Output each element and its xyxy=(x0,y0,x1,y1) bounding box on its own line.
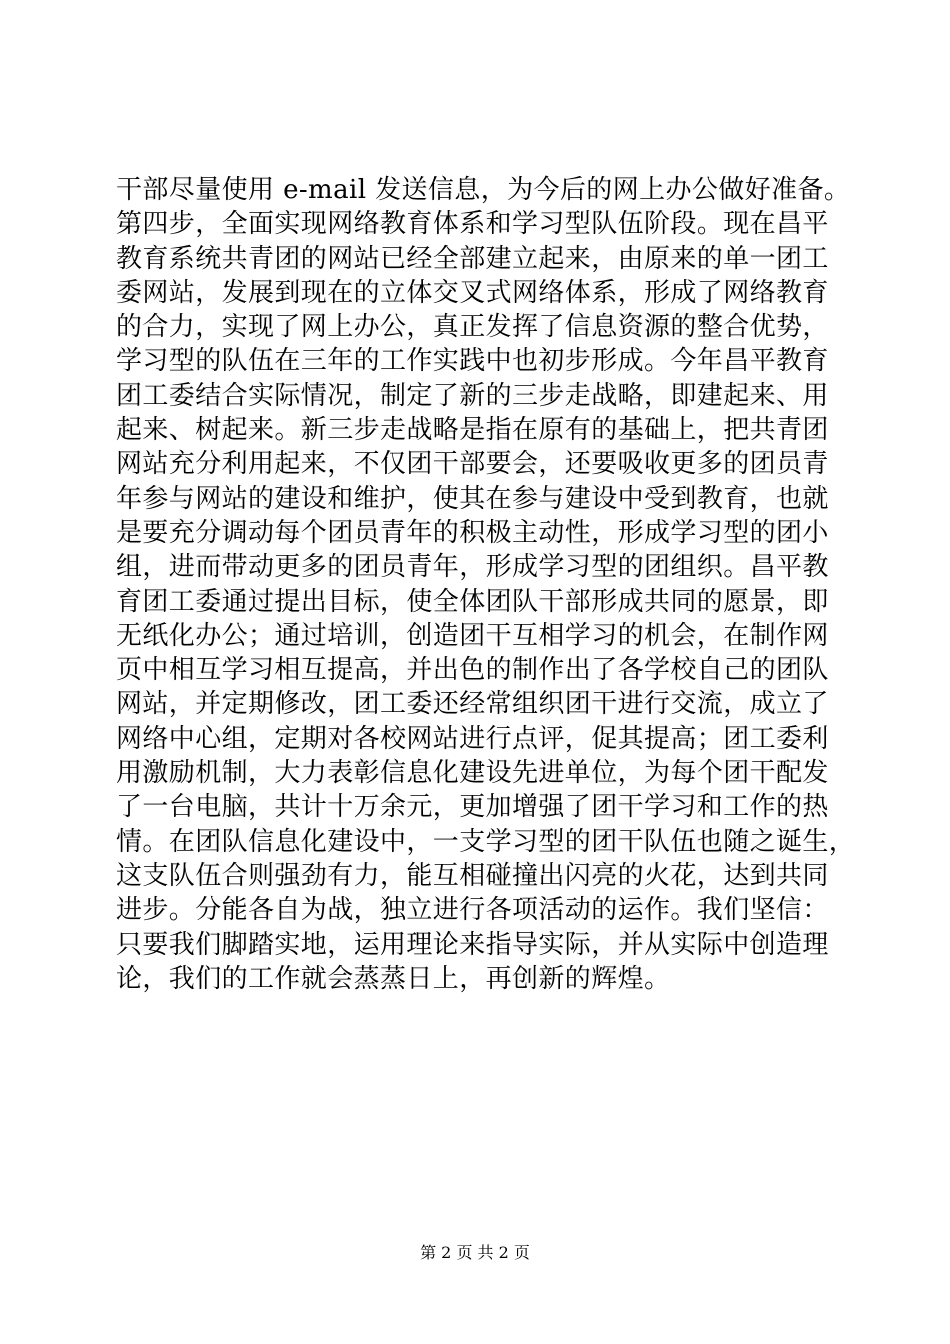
text-line: 教育系统共青团的网站已经全部建立起来，由原来的单一团工 xyxy=(116,243,829,274)
text-line: 组，进而带动更多的团员青年，形成学习型的团组织。昌平教 xyxy=(116,552,829,583)
text-line: 论，我们的工作就会蒸蒸日上，再创新的辉煌。 xyxy=(116,963,671,994)
text-line: 学习型的队伍在三年的工作实践中也初步形成。今年昌平教育 xyxy=(116,346,829,377)
text-line: 年参与网站的建设和维护，使其在参与建设中受到教育，也就 xyxy=(116,483,829,514)
text-line: 网站，并定期修改，团工委还经常组织团干进行交流，成立了 xyxy=(116,689,829,720)
body-text xyxy=(116,173,856,996)
text-line: 网站充分利用起来，不仅团干部要会，还要吸收更多的团员青 xyxy=(116,449,829,480)
text-line: 的合力，实现了网上办公，真正发挥了信息资源的整合优势， xyxy=(116,312,829,343)
text-line: 第四步，全面实现网络教育体系和学习型队伍阶段。现在昌平 xyxy=(116,209,829,240)
text-line: 起来、树起来。新三步走战略是指在原有的基础上，把共青团 xyxy=(116,415,829,446)
text-line: 这支队伍合则强劲有力，能互相碰撞出闪亮的火花，达到共同 xyxy=(116,860,829,891)
text-line: 了一台电脑，共计十万余元，更加增强了团干学习和工作的热 xyxy=(116,792,829,823)
text-line: 干部尽量使用 e-mail 发送信息，为今后的网上办公做好准备。 xyxy=(116,175,851,205)
text-line: 委网站，发展到现在的立体交叉式网络体系，形成了网络教育 xyxy=(116,277,829,308)
text-line: 用激励机制，大力表彰信息化建设先进单位，为每个团干配发 xyxy=(116,758,829,789)
text-line: 无纸化办公；通过培训，创造团干互相学习的机会，在制作网 xyxy=(116,620,829,651)
page-number-label: 第 2 页 共 2 页 xyxy=(420,1243,530,1262)
text-line: 育团工委通过提出目标，使全体团队干部形成共同的愿景，即 xyxy=(116,586,829,617)
text-line: 网络中心组，定期对各校网站进行点评，促其提高；团工委利 xyxy=(116,723,829,754)
text-line: 页中相互学习相互提高，并出色的制作出了各学校自己的团队 xyxy=(116,655,829,686)
page-footer xyxy=(0,1243,950,1263)
text-line: 团工委结合实际情况，制定了新的三步走战略，即建起来、用 xyxy=(116,380,829,411)
text-line: 进步。分能各自为战，独立进行各项活动的运作。我们坚信： xyxy=(116,895,829,926)
text-line: 情。在团队信息化建设中，一支学习型的团干队伍也随之诞生， xyxy=(116,826,856,857)
text-line: 只要我们脚踏实地，运用理论来指导实际，并从实际中创造理 xyxy=(116,929,829,960)
text-line: 是要充分调动每个团员青年的积极主动性，形成学习型的团小 xyxy=(116,517,829,548)
